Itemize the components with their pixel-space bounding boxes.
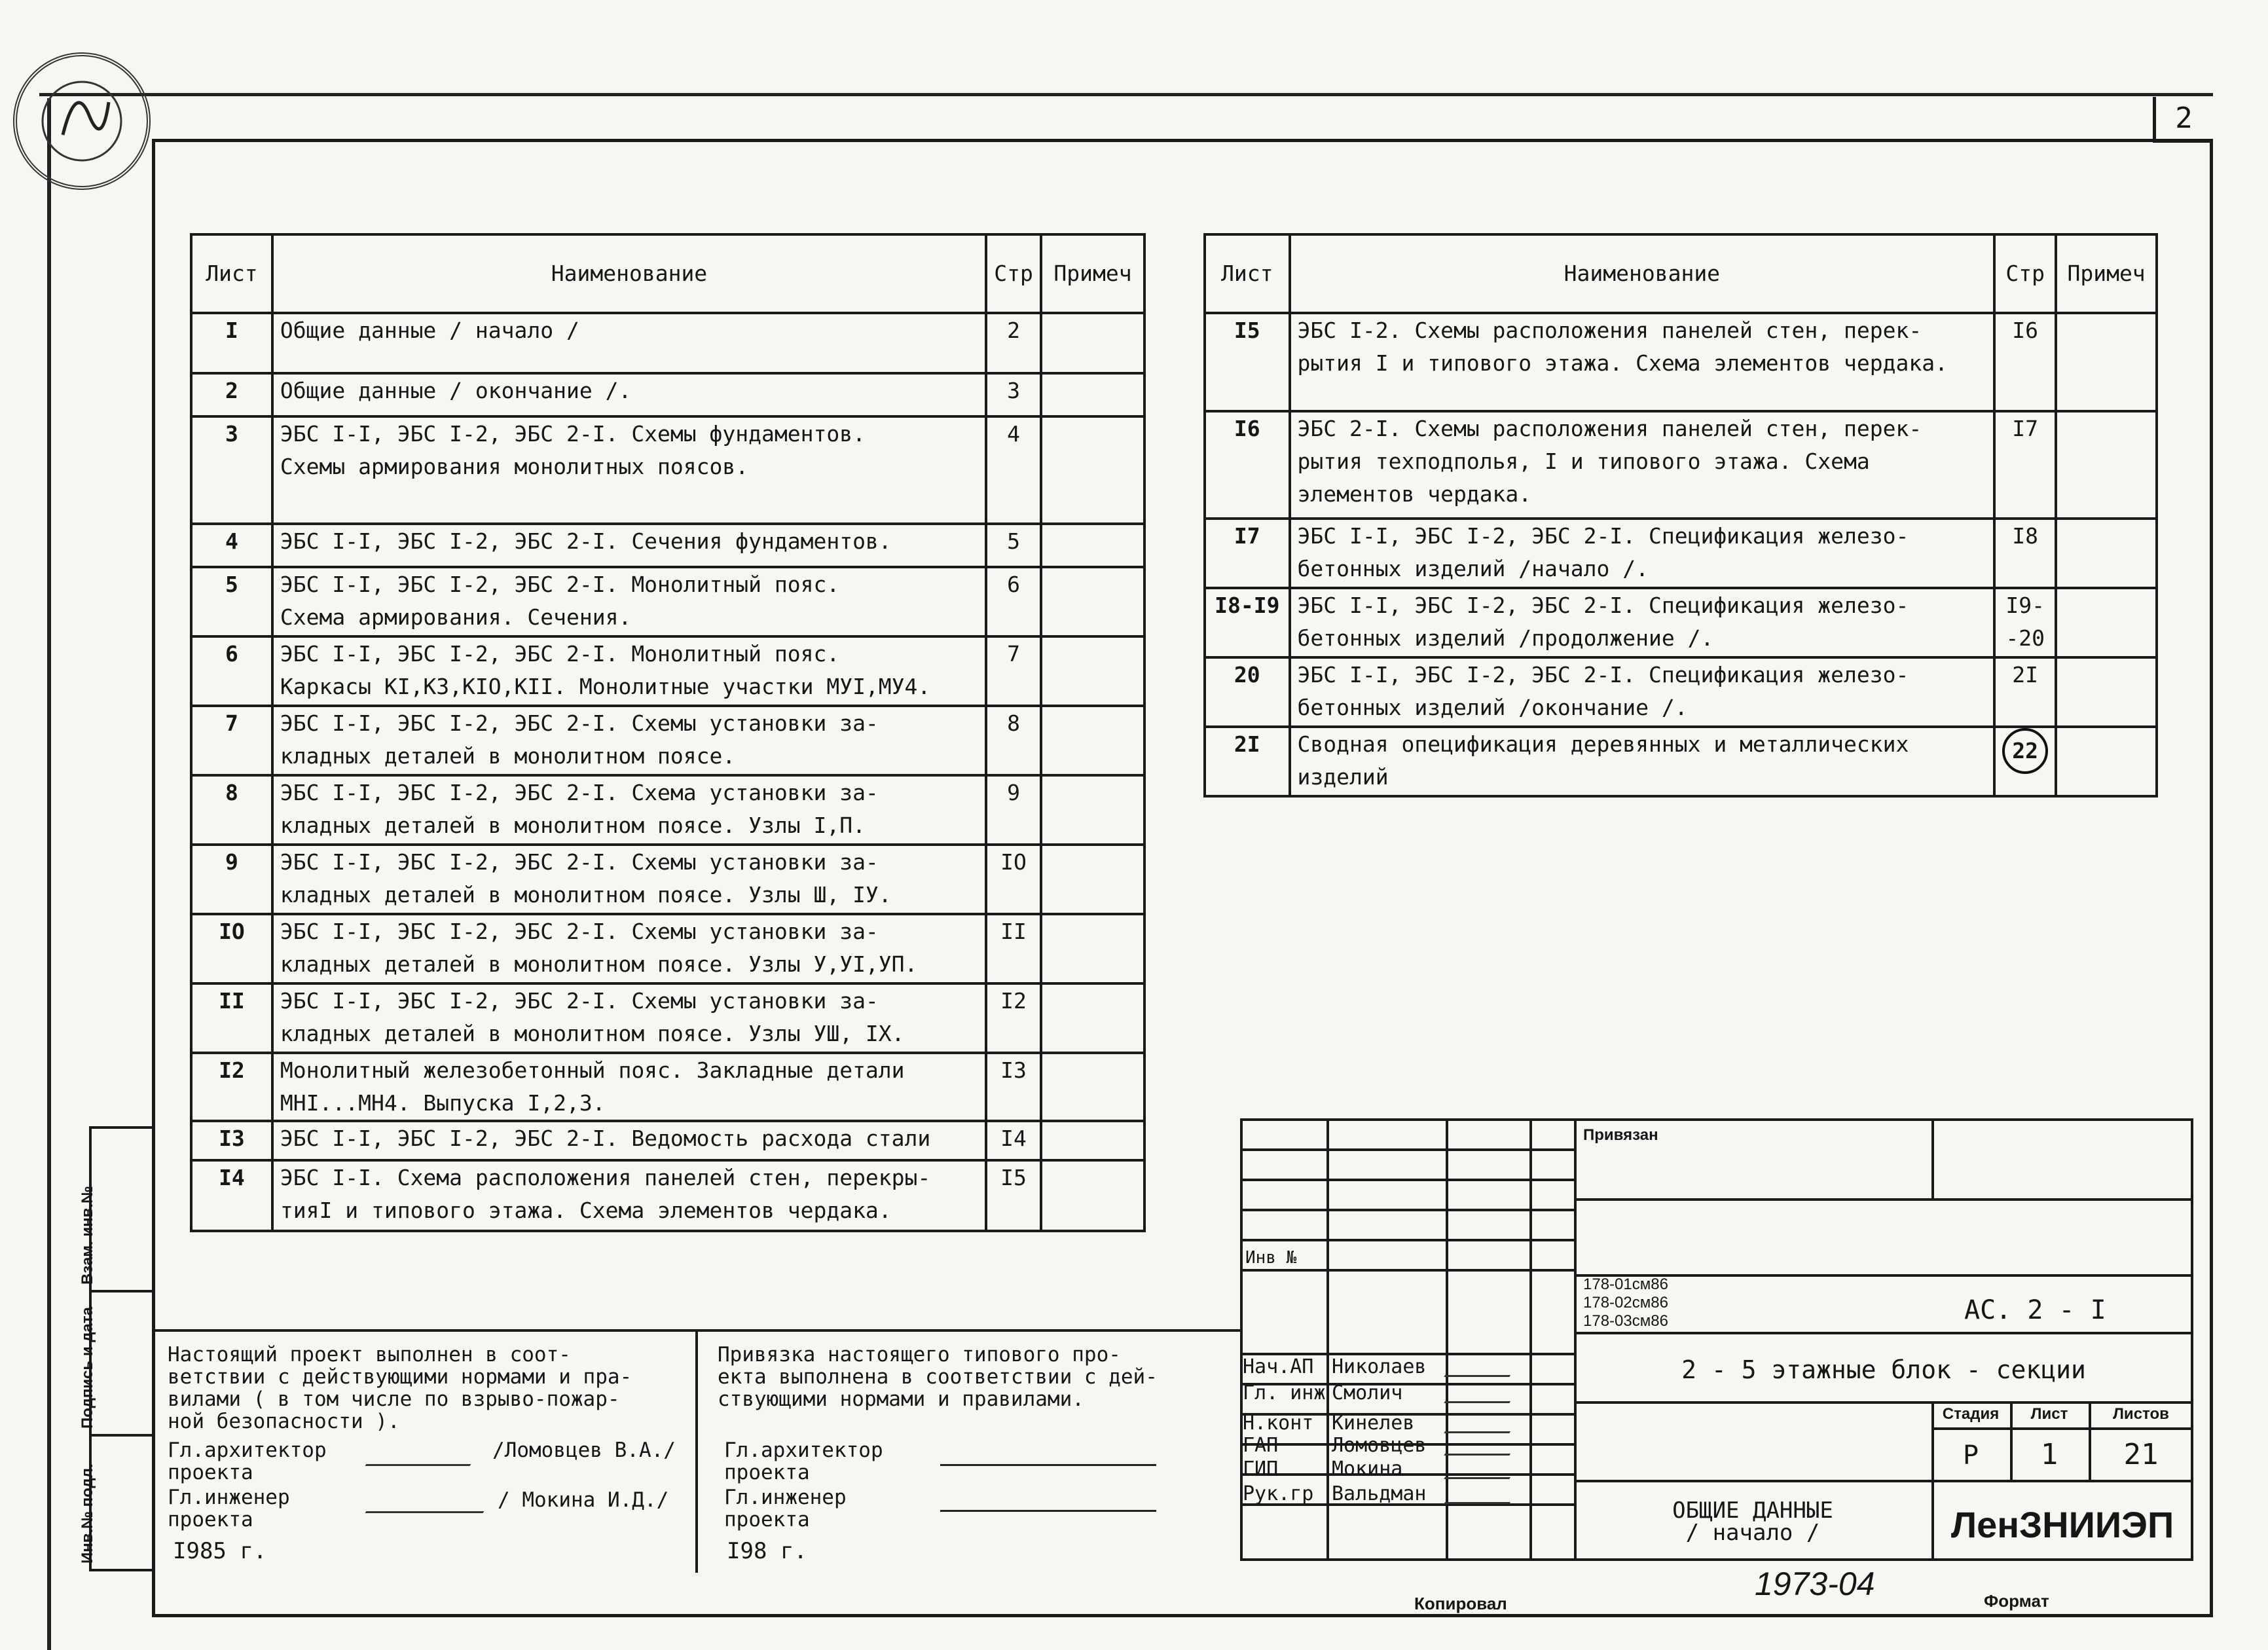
cell-title: ЭБС I-I, ЭБС I-2, ЭБС 2-I. Монолитный пояс. Каркасы KI,K3,KIO,KII. Монолитные участки МУI,МУ4. xyxy=(272,636,986,706)
notes-divider xyxy=(695,1330,698,1573)
sheets-header: Листов xyxy=(2113,1405,2169,1423)
grid-line xyxy=(1446,1118,1448,1561)
cell-title: ЭБС I-I, ЭБС I-2, ЭБС 2-I. Схемы установки за- кладных деталей в монолитном поясе. xyxy=(272,706,986,775)
staff-role: Нач.АП xyxy=(1243,1355,1314,1378)
side-label-inventory: Инв.№ подл. xyxy=(79,1463,96,1564)
cell-sheet: I6 xyxy=(1205,411,1290,519)
cell-sheet: 3 xyxy=(191,416,272,524)
cell-title: ЭБС I-I, ЭБС I-2, ЭБС 2-I. Схема установки за- кладных деталей в монолитном поясе. Узлы I,П. xyxy=(272,775,986,845)
cell-page: IO xyxy=(986,845,1041,914)
binding-year: I98 г. xyxy=(727,1538,807,1564)
cell-page xyxy=(1994,727,2056,796)
cell-page: I3 xyxy=(986,1053,1041,1121)
table-row xyxy=(1205,519,2157,588)
cell-sheet: 6 xyxy=(191,636,272,706)
cell-note xyxy=(2056,313,2157,411)
sheet-header: Лист xyxy=(2030,1405,2068,1423)
table-row xyxy=(191,524,1144,567)
architect-signature xyxy=(365,1438,486,1466)
cell-note xyxy=(2056,411,2157,519)
table-row xyxy=(1205,657,2157,727)
staff-role: ГИП xyxy=(1243,1458,1279,1480)
binding-note-text: Привязка настоящего типового про- екта выполнена в соответствии с дей- ствующими нормами и правилами. xyxy=(718,1343,1158,1411)
table-row xyxy=(191,416,1144,524)
cell-page: I4 xyxy=(986,1121,1041,1160)
table-row xyxy=(191,313,1144,373)
grid-line xyxy=(1931,1427,2193,1430)
format-label: Формат xyxy=(1984,1591,2049,1611)
side-label-replacement: Взам. инв.№ xyxy=(79,1186,96,1285)
staff-role: Гл. инж xyxy=(1243,1382,1326,1404)
cell-title: ЭБС I-I, ЭБС I-2, ЭБС 2-I. Монолитный пояс. Схема армирования. Сечения. xyxy=(272,567,986,636)
cell-sheet: 7 xyxy=(191,706,272,775)
grid-line xyxy=(1574,1198,2193,1201)
grid-line xyxy=(1240,1473,1574,1476)
grid-line xyxy=(1240,1209,1574,1211)
sheet-value: 1 xyxy=(2040,1438,2058,1471)
cell-note xyxy=(1041,706,1144,775)
cell-title: ЭБС I-I, ЭБС I-2, ЭБС 2-I. Схемы фундаментов. Схемы армирования монолитных поясов. xyxy=(272,416,986,524)
cell-sheet: 8 xyxy=(191,775,272,845)
staff-name: Ломовцев xyxy=(1332,1434,1427,1457)
cell-title: ЭБС I-I, ЭБС I-2, ЭБС 2-I. Схемы установки за- кладных деталей в монолитном поясе. Узлы У,УI,УП. xyxy=(272,914,986,983)
table-header-row xyxy=(191,234,1144,313)
grid-line xyxy=(1240,1239,1574,1241)
cell-title: ЭБС I-I, ЭБС I-2, ЭБС 2-I. Спецификация железо- бетонных изделий /начало /. xyxy=(1290,519,1995,588)
cell-sheet: 9 xyxy=(191,845,272,914)
table-row xyxy=(191,1121,1144,1160)
drawing-title: ОБЩИЕ ДАННЫЕ / начало / xyxy=(1672,1497,1833,1546)
cell-page: I9- -20 xyxy=(1994,588,2056,657)
compliance-year: I985 г. xyxy=(173,1538,267,1564)
cell-page: 2I xyxy=(1994,657,2056,727)
col-header-page: Стр xyxy=(1994,234,2056,313)
cell-sheet: I4 xyxy=(191,1160,272,1231)
side-cell-replacement xyxy=(79,1129,152,1292)
cell-note xyxy=(1041,1053,1144,1121)
grid-line xyxy=(1931,1118,1934,1200)
table-row xyxy=(191,1053,1144,1121)
cell-sheet: 2 xyxy=(191,373,272,416)
cell-page: I8 xyxy=(1994,519,2056,588)
col-header-note: Примеч xyxy=(2056,234,2157,313)
cell-sheet: II xyxy=(191,983,272,1053)
cell-page: 8 xyxy=(986,706,1041,775)
cell-sheet: IO xyxy=(191,914,272,983)
table-row xyxy=(191,775,1144,845)
cell-title: ЭБС I-I, ЭБС I-2, ЭБС 2-I. Спецификация железо- бетонных изделий /продолжение /. xyxy=(1290,588,1995,657)
drawing-designation: АС. 2 - I xyxy=(1964,1295,2106,1325)
cell-page: 2 xyxy=(986,313,1041,373)
cell-note xyxy=(1041,524,1144,567)
cell-page: 7 xyxy=(986,636,1041,706)
archive-number: 1973-04 xyxy=(1755,1566,1875,1602)
staff-name: Мокина xyxy=(1332,1458,1403,1480)
top-border-line xyxy=(39,93,2213,96)
left-binding-line xyxy=(47,98,51,1650)
cell-note xyxy=(1041,775,1144,845)
staff-signature xyxy=(1444,1379,1523,1403)
grid-line xyxy=(1574,1118,1577,1561)
cell-page: 6 xyxy=(986,567,1041,636)
grid-line xyxy=(1326,1118,1329,1561)
cell-page: 5 xyxy=(986,524,1041,567)
grid-line xyxy=(1529,1118,1532,1561)
cell-page: 9 xyxy=(986,775,1041,845)
cell-note xyxy=(2056,588,2157,657)
compliance-engineer-name: / Мокина И.Д./ xyxy=(498,1488,669,1512)
inventory-label: Инв № xyxy=(1245,1248,1297,1268)
cell-note xyxy=(1041,1160,1144,1231)
side-label-signature: Подпись и дата xyxy=(79,1307,96,1429)
grid-line xyxy=(1240,1148,1574,1151)
table-row xyxy=(191,636,1144,706)
cell-note xyxy=(2056,519,2157,588)
right-sheet-index-table xyxy=(1203,233,2158,798)
cell-title: ЭБС I-I, ЭБС I-2, ЭБС 2-I. Ведомость расхода стали xyxy=(272,1121,986,1160)
col-header-sheet: Лист xyxy=(191,234,272,313)
cell-page: II xyxy=(986,914,1041,983)
cell-note xyxy=(1041,373,1144,416)
cell-note xyxy=(1041,313,1144,373)
stage-value: Р xyxy=(1962,1440,1979,1471)
sheets-value: 21 xyxy=(2123,1438,2159,1471)
table-row xyxy=(191,373,1144,416)
cell-page: 4 xyxy=(986,416,1041,524)
side-cell-signature xyxy=(79,1292,152,1437)
col-header-title: Наименование xyxy=(1290,234,1995,313)
cell-sheet: 20 xyxy=(1205,657,1290,727)
binding-architect-signature-line xyxy=(940,1464,1156,1466)
side-signature-strip xyxy=(79,1126,155,1571)
cell-page: 3 xyxy=(986,373,1041,416)
cell-page: I5 xyxy=(986,1160,1041,1231)
grid-line xyxy=(1240,1179,1574,1181)
staff-name: Кинелев xyxy=(1332,1412,1415,1435)
cell-page: I6 xyxy=(1994,313,2056,411)
table-row xyxy=(191,1160,1144,1231)
stage-header: Стадия xyxy=(1942,1405,2000,1423)
staff-signature xyxy=(1444,1409,1523,1433)
copied-label: Копировал xyxy=(1414,1594,1507,1613)
cell-note xyxy=(1041,567,1144,636)
col-header-page: Стр xyxy=(986,234,1041,313)
col-header-title: Наименование xyxy=(272,234,986,313)
table-row xyxy=(191,914,1144,983)
cell-sheet: I7 xyxy=(1205,519,1290,588)
staff-signature xyxy=(1444,1353,1523,1377)
cell-sheet: I2 xyxy=(191,1053,272,1121)
organization-name: ЛенЗНИИЭП xyxy=(1950,1504,2174,1545)
staff-role: Рук.гр xyxy=(1243,1482,1314,1505)
cell-sheet: I5 xyxy=(1205,313,1290,411)
cell-page: I2 xyxy=(986,983,1041,1053)
approval-stamp xyxy=(13,52,151,190)
cell-note xyxy=(1041,914,1144,983)
cell-sheet: I3 xyxy=(191,1121,272,1160)
grid-line xyxy=(1574,1332,2193,1334)
table-header-row xyxy=(1205,234,2157,313)
cell-note xyxy=(1041,845,1144,914)
cell-title: ЭБС I-I, ЭБС I-2, ЭБС 2-I. Схемы установки за- кладных деталей в монолитном поясе. Узлы Ш, IУ. xyxy=(272,845,986,914)
cell-note xyxy=(1041,1121,1144,1160)
staff-role: Н.конт xyxy=(1243,1412,1314,1435)
notes-top-rule xyxy=(155,1329,1241,1332)
staff-signature xyxy=(1444,1480,1523,1504)
cell-title: Общие данные / начало / xyxy=(272,313,986,373)
cell-title: ЭБС 2-I. Схемы расположения панелей стен, перек- рытия техподполья, I и типового этажа. Схема элементов чердака. xyxy=(1290,411,1995,519)
cell-sheet: 5 xyxy=(191,567,272,636)
table-row xyxy=(191,983,1144,1053)
bound-label: Привязан xyxy=(1583,1126,1658,1144)
table-row xyxy=(1205,727,2157,796)
cell-page: I7 xyxy=(1994,411,2056,519)
side-cell-inventory xyxy=(79,1437,152,1569)
document-codes: 178-01см86 178-02см86 178-03см86 xyxy=(1583,1275,1668,1330)
cell-title: Монолитный железобетонный пояс. Закладные детали МНI...МН4. Выпуска I,2,3. xyxy=(272,1053,986,1121)
staff-name: Вальдман xyxy=(1332,1482,1427,1505)
engineer-signature xyxy=(365,1485,500,1513)
cell-title: ЭБС I-I, ЭБС I-2, ЭБС 2-I. Спецификация железо- бетонных изделий /окончание /. xyxy=(1290,657,1995,727)
left-sheet-index-table xyxy=(190,233,1146,1232)
compliance-note-text: Настоящий проект выполнен в соот- ветствии с действующими нормами и пра- вилами ( в том числе по взрыво-пожар- ной безопасности ). xyxy=(168,1343,632,1433)
cell-title: Общие данные / окончание /. xyxy=(272,373,986,416)
grid-line xyxy=(1574,1480,2193,1482)
cell-title: ЭБС I-I, ЭБС I-2, ЭБС 2-I. Сечения фундаментов. xyxy=(272,524,986,567)
grid-line xyxy=(1240,1269,1574,1272)
col-header-sheet: Лист xyxy=(1205,234,1290,313)
compliance-engineer-label: Гл.инженер проекта xyxy=(168,1486,290,1531)
cell-title: ЭБС I-I, ЭБС I-2, ЭБС 2-I. Схемы установки за- кладных деталей в монолитном поясе. Узлы УШ, IX. xyxy=(272,983,986,1053)
cell-sheet: 2I xyxy=(1205,727,1290,796)
object-title: 2 - 5 этажные блок - секции xyxy=(1681,1355,2086,1384)
cell-note xyxy=(1041,416,1144,524)
cell-sheet: 4 xyxy=(191,524,272,567)
staff-role: ГАП xyxy=(1243,1434,1279,1457)
binding-architect-label: Гл.архитектор проекта xyxy=(724,1439,883,1484)
staff-signature xyxy=(1444,1431,1523,1456)
staff-signature xyxy=(1444,1455,1523,1479)
staff-name: Смолич xyxy=(1332,1382,1403,1404)
cell-note xyxy=(1041,636,1144,706)
binding-engineer-label: Гл.инженер проекта xyxy=(724,1486,847,1531)
table-row xyxy=(1205,313,2157,411)
col-header-note: Примеч xyxy=(1041,234,1144,313)
circled-page-number: 22 xyxy=(2002,728,2048,774)
table-row xyxy=(191,845,1144,914)
compliance-architect-label: Гл.архитектор проекта xyxy=(168,1439,327,1484)
cell-title: Сводная опецификация деревянных и металлических изделий xyxy=(1290,727,1995,796)
cell-note xyxy=(1041,983,1144,1053)
binding-engineer-signature-line xyxy=(940,1510,1156,1512)
cell-sheet: I xyxy=(191,313,272,373)
cell-sheet: I8-I9 xyxy=(1205,588,1290,657)
cell-title: ЭБС I-I. Схема расположения панелей стен, перекры- тияI и типового этажа. Схема элементов чердака. xyxy=(272,1160,986,1231)
cell-note xyxy=(2056,657,2157,727)
cell-note xyxy=(2056,727,2157,796)
cell-title: ЭБС I-2. Схемы расположения панелей стен, перек- рытия I и типового этажа. Схема элементов чердака. xyxy=(1290,313,1995,411)
table-row xyxy=(1205,411,2157,519)
table-row xyxy=(191,706,1144,775)
table-row xyxy=(191,567,1144,636)
stamp-seal-icon xyxy=(17,56,147,186)
staff-name: Николаев xyxy=(1332,1355,1427,1378)
table-row xyxy=(1205,588,2157,657)
grid-line xyxy=(1574,1401,2193,1404)
sheet-number: 2 xyxy=(2153,97,2212,143)
compliance-architect-name: /Ломовцев В.А./ xyxy=(492,1439,676,1462)
